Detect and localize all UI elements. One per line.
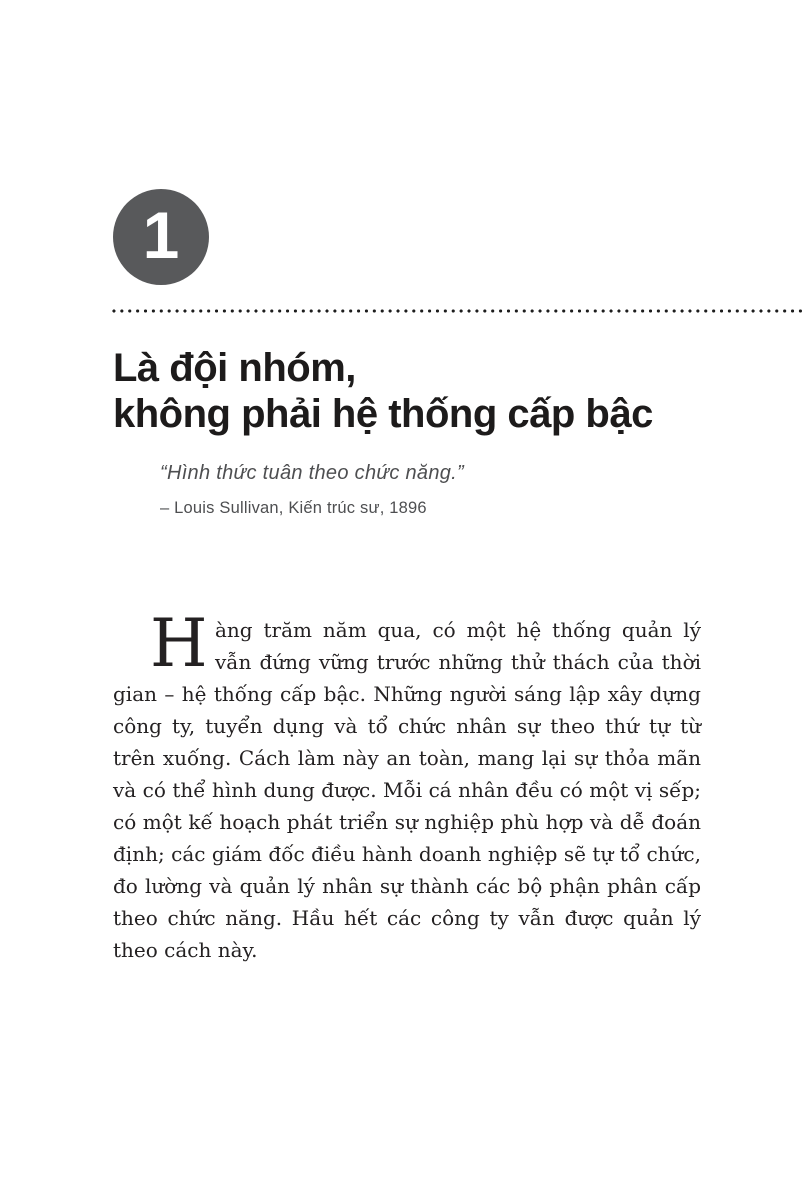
epigraph-quote: “Hình thức tuân theo chức năng.” [160, 462, 465, 484]
body-line: có một kế hoạch phát triển sự nghiệp phù hợp và dễ đoán [113, 810, 701, 834]
body-line: àng trăm năm qua, có một hệ thống quản lý [215, 618, 701, 642]
chapter-title-line-1: Là đội nhóm, [113, 346, 356, 390]
body-line: theo cách này. [113, 938, 258, 962]
body-line: theo chức năng. Hầu hết các công ty vẫn được quản lý [113, 906, 701, 930]
body-paragraph [113, 605, 701, 966]
body-line: trên xuống. Cách làm này an toàn, mang lại sự thỏa mãn [113, 746, 701, 770]
body-line: công ty, tuyển dụng và tổ chức nhân sự theo thứ tự từ [113, 714, 701, 738]
body-line: định; các giám đốc điều hành doanh nghiệp sẽ tự tổ chức, [113, 842, 701, 866]
drop-cap [150, 605, 211, 682]
chapter-title [113, 345, 753, 437]
chapter-number: 1 [142, 198, 180, 272]
body-line: và có thể hình dung được. Mỗi cá nhân đều có một vị sếp; [113, 778, 701, 802]
epigraph-attribution: – Louis Sullivan, Kiến trúc sư, 1896 [160, 499, 427, 517]
dotted-divider [110, 309, 805, 313]
body-line: gian – hệ thống cấp bậc. Những người sáng lập xây dựng [113, 682, 701, 706]
epigraph [160, 460, 680, 519]
drop-cap-letter: H [150, 605, 208, 682]
body-line: vẫn đứng vững trước những thử thách của thời [215, 650, 701, 674]
body-line: đo lường và quản lý nhân sự thành các bộ phận phân cấp [113, 874, 701, 898]
chapter-title-line-2: không phải hệ thống cấp bậc [113, 392, 653, 436]
chapter-number-badge [113, 189, 209, 285]
